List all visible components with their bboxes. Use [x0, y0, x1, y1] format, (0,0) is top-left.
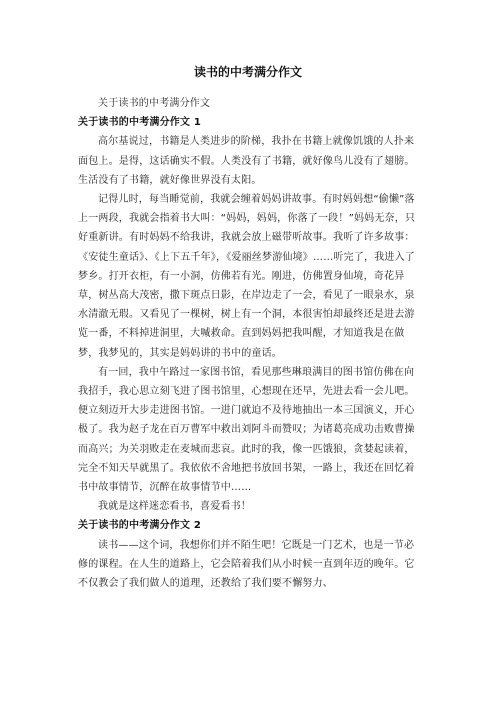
- paragraph: 有一回，我中午路过一家图书馆，看见那些琳琅满目的图书馆仿佛在向我招手，我心思立刻飞进了图书馆里，心想现在还早，先进去看一会儿吧。便立刻迈开大步走进图书馆。一进门就迫不及待地抽出一本三国演义，开心极了。我为赵子龙在百万曹军中救出刘阿斗而赞叹；为诸葛亮成功击败曹操而高兴；为关羽败走在麦城而悲哀。此时的我，像一匹饿狼，贪婪起读着，完全不知天早就黑了。我依依不舍地把书放回书架，一路上，我还在回忆着书中故事情节，沉醉在故事情节中……: [78, 366, 415, 494]
- paragraph: 我就是这样迷恋看书，喜爱看书！: [98, 501, 251, 513]
- section-heading-2: 关于读书的中考满分作文 2: [78, 520, 202, 532]
- paragraph: 读书——这个词，我想你们并不陌生吧！它既是一门艺术，也是一节必修的课程。在人生的道路上，它会陪着我们从小时候一直到年迈的晚年。它不仅教会了我们做人的道理，还教给了我们要不懈努力、: [78, 539, 415, 590]
- paragraph: 高尔基说过，书籍是人类进步的阶梯，我扑在书籍上就像饥饿的人扑来面包上。是得，这话确实不假。人类没有了书籍，就好像鸟儿没有了翅膀。生活没有了书籍，就好像世界没有太阳。: [78, 136, 415, 186]
- document-body: [78, 94, 422, 593]
- paragraph: 记得儿时，每当睡觉前，我就会缠着妈妈讲故事。有时妈妈想“偷懒”落上一两段，我就会指着书大叫：“妈妈，妈妈，你落了一段！”妈妈无奈，只好重新讲。有时妈妈不给我讲，我就会放上磁带听故事。我听了许多故事：《安徒生童话》、《上下五千年》，《爱丽丝梦游仙境》……听完了，我进入了梦乡。打开衣柜，有一小洞，仿佛若有光。刚进，仿佛置身仙境，奇花异草，树丛高大茂密，撒下斑点日影，在岸边走了一会，看见了一眼泉水，泉水清澈无瑕。又看见了一棵树，树上有一个洞，本很害怕却最终还是进去游览一番，不料掉进洞里，大喊救命。直到妈妈把我叫醒，才知道我是在做梦，我梦见的，其实是妈妈讲的书中的童话。: [78, 194, 416, 359]
- section-heading-1: 关于读书的中考满分作文 1: [78, 117, 202, 129]
- document-title: 读书的中考满分作文: [193, 65, 302, 79]
- intro-line: 关于读书的中考满分作文: [98, 98, 211, 109]
